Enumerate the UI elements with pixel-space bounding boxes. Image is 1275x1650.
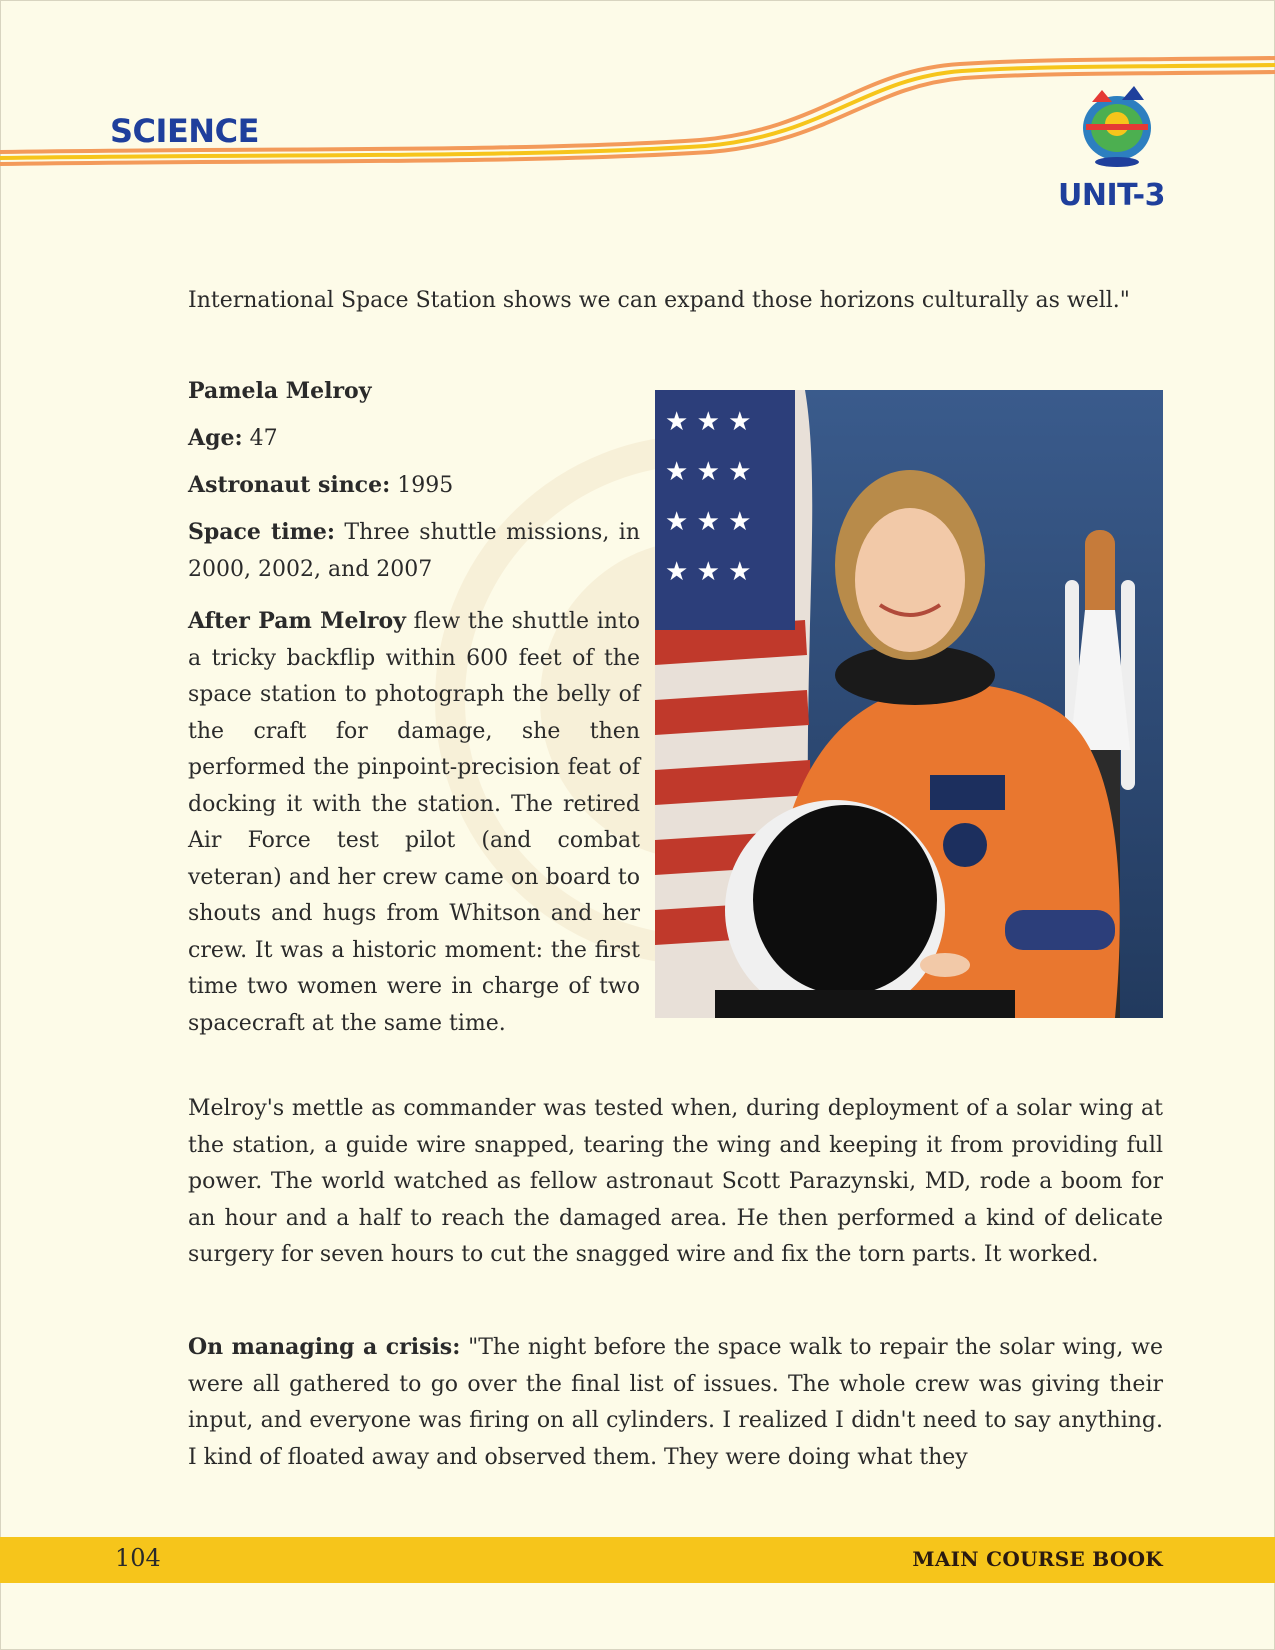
crisis-label: On managing a crisis:: [188, 1334, 461, 1360]
profile-name: Pamela Melroy: [188, 378, 372, 404]
age-label: Age:: [188, 425, 243, 451]
since-label: Astronaut since:: [188, 472, 391, 498]
narrative-paragraph: [188, 603, 640, 1042]
space-time-label: Space time:: [188, 519, 335, 545]
section-title: SCIENCE: [110, 112, 259, 150]
intro-paragraph: International Space Station shows we can expand those horizons culturally as well.": [188, 288, 1130, 313]
age-value: 47: [242, 426, 278, 451]
paragraph-managing-crisis: [188, 1329, 1163, 1476]
page-number: 104: [115, 1544, 161, 1572]
unit-label: UNIT-3: [1058, 178, 1166, 213]
paragraph-commander-test: Melroy's mettle as commander was tested when, during deployment of a solar wing at the station, a guide wire snapped, tearing the wing and keeping it from providing full power. The world watched as fellow astronaut Scott Parazynski, MD, rode a boom for an hour and a half to reach the damaged area. He then performed a kind of delicate surgery for seven hours to cut the snagged wire and fix the torn parts. It worked.: [188, 1096, 1163, 1267]
profile-age: [188, 420, 628, 458]
svg-text:★ ★ ★: ★ ★ ★: [665, 507, 752, 537]
narrative-text: flew the shuttle into a tricky backflip within 600 feet of the space station to photograph the belly of the craft for damage, she then performed the pinpoint-precision feat of docking it with the station. The retired Air Force test pilot (and combat veteran) and her crew came on board to shouts and hugs from Whitson and her crew. It was a historic moment: the first time two women were in charge of two spacecraft at the same time.: [188, 609, 640, 1036]
space-time-value: Three shuttle missions, in 2000, 2002, and 2007: [188, 520, 640, 582]
astronaut-portrait-photo: [655, 390, 1163, 1018]
profile-space-time: [188, 514, 640, 588]
book-title: MAIN COURSE BOOK: [912, 1547, 1163, 1571]
svg-text:★ ★ ★: ★ ★ ★: [665, 557, 752, 587]
profile-astronaut-since: [188, 467, 628, 505]
narrative-lead: After Pam Melroy: [188, 608, 406, 634]
cbse-logo: [1072, 80, 1162, 175]
since-value: 1995: [390, 473, 454, 498]
crisis-text: "The night before the space walk to repair the solar wing, we were all gathered to go over the final list of issues. The whole crew was giving their input, and everyone was firing on all cylinders. I realized I didn't need to say anything. I kind of floated away and observed them. They were doing what they: [188, 1335, 1164, 1470]
svg-text:★ ★ ★: ★ ★ ★: [665, 457, 752, 487]
svg-text:★ ★ ★: ★ ★ ★: [665, 407, 752, 437]
